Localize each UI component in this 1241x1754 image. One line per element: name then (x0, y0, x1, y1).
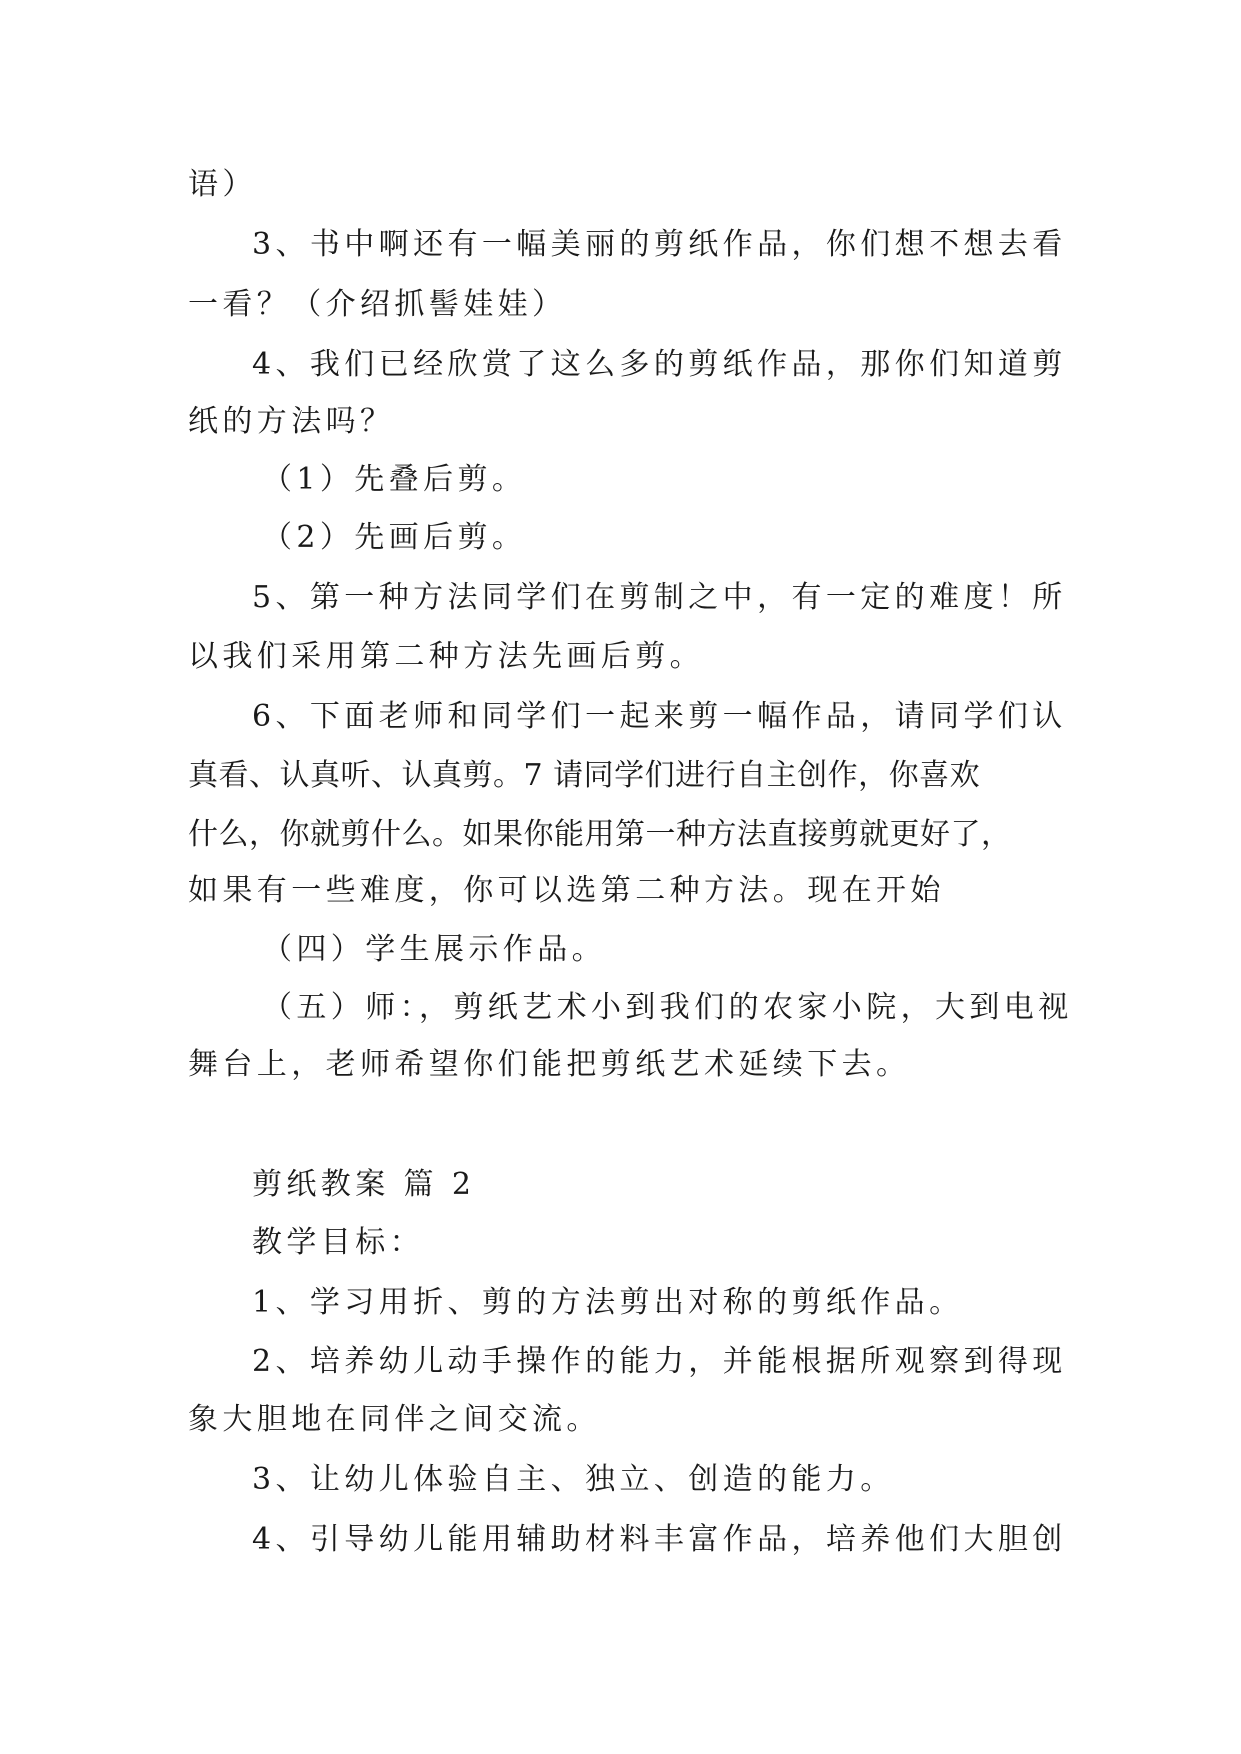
text-line: （2）先画后剪。 (262, 520, 527, 555)
section-heading: 剪纸教案 篇 2 (252, 1167, 476, 1202)
text-line: 2、培养幼儿动手操作的能力，并能根据所观察到得现 (252, 1344, 1067, 1379)
text-line: （四）学生展示作品。 (262, 932, 606, 967)
text-line: 3、书中啊还有一幅美丽的剪纸作品，你们想不想去看 (252, 227, 1067, 262)
text-line: 一看？（介绍抓髻娃娃） (188, 287, 567, 322)
text-line: 舞台上，老师希望你们能把剪纸艺术延续下去。 (188, 1047, 911, 1082)
text-line: 教学目标： (252, 1225, 424, 1260)
text-line: 以我们采用第二种方法先画后剪。 (188, 639, 704, 674)
text-line: 真看、认真听、认真剪。7 请同学们进行自主创作，你喜欢 (188, 758, 981, 793)
text-line: 1、学习用折、剪的方法剪出对称的剪纸作品。 (252, 1285, 964, 1320)
text-line: 3、让幼儿体验自主、独立、创造的能力。 (252, 1462, 895, 1497)
text-line: 4、我们已经欣赏了这么多的剪纸作品，那你们知道剪 (252, 347, 1067, 382)
text-line: 6、下面老师和同学们一起来剪一幅作品，请同学们认 (252, 699, 1067, 734)
text-line: 纸的方法吗？ (188, 404, 395, 439)
text-line: 4、引导幼儿能用辅助材料丰富作品，培养他们大胆创 (252, 1522, 1067, 1557)
text-line: 5、第一种方法同学们在剪制之中，有一定的难度！所 (252, 580, 1067, 615)
text-line: 语） (188, 167, 257, 202)
text-line: 什么，你就剪什么。如果你能用第一种方法直接剪就更好了， (188, 817, 1012, 852)
text-line: 如果有一些难度，你可以选第二种方法。现在开始 (188, 873, 945, 908)
text-line: 象大胆地在同伴之间交流。 (188, 1402, 601, 1437)
text-line: （五）师：，剪纸艺术小到我们的农家小院，大到电视 (262, 990, 1073, 1025)
text-line: （1）先叠后剪。 (262, 462, 527, 497)
